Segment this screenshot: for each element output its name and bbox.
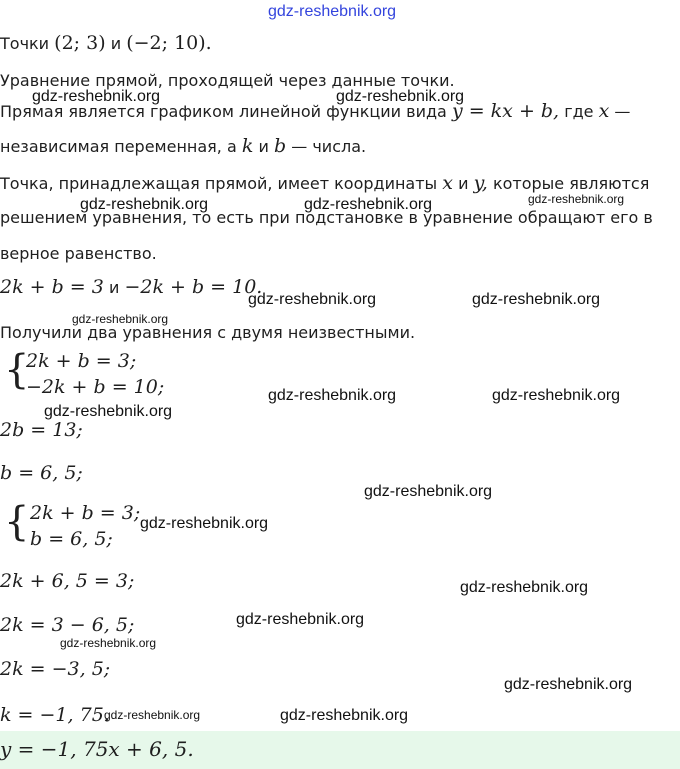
watermark: gdz-reshebnik.org	[236, 611, 365, 628]
system-2-row-1: 2k + b = 3;	[30, 502, 141, 524]
indep-a: независимая переменная, а	[0, 137, 237, 156]
watermark: gdz-reshebnik.org	[72, 312, 169, 326]
graph-formula: y = kx + b,	[451, 100, 560, 122]
solution-line: решением уравнения, то есть при подстановке в уравнение обращают его в	[0, 208, 653, 227]
point-on-line-and: и	[458, 174, 469, 193]
watermark: gdz-reshebnik.org	[364, 483, 493, 500]
point-on-line-y: y,	[473, 172, 488, 194]
watermark: gdz-reshebnik.org	[80, 196, 209, 213]
system-1-brace: {	[4, 347, 30, 393]
watermark: gdz-reshebnik.org	[60, 636, 157, 650]
system-2-row-2: b = 6, 5;	[30, 528, 113, 550]
graph-dash: —	[614, 102, 631, 121]
watermark: gdz-reshebnik.org	[472, 291, 601, 308]
point-2: (−2; 10).	[126, 32, 212, 54]
step-b: b = 6, 5;	[0, 462, 83, 484]
watermark: gdz-reshebnik.org	[248, 291, 377, 308]
point-on-line-a: Точка, принадлежащая прямой, имеет координаты	[0, 174, 438, 193]
header-watermark: gdz-reshebnik.org	[268, 3, 397, 20]
equations-line	[0, 276, 262, 299]
point-on-line-b: которые являются	[492, 174, 650, 193]
watermark: gdz-reshebnik.org	[504, 676, 633, 693]
points-prefix: Точки	[0, 34, 50, 53]
watermark: gdz-reshebnik.org	[140, 515, 269, 532]
watermark: gdz-reshebnik.org	[280, 707, 409, 724]
two-equations-line: Получили два уравнения с двумя неизвестными.	[0, 323, 416, 342]
step-2k: 2k = −3, 5;	[0, 658, 111, 680]
watermark: gdz-reshebnik.org	[492, 387, 621, 404]
watermark: gdz-reshebnik.org	[304, 196, 433, 213]
points-and: и	[110, 34, 122, 53]
watermark: gdz-reshebnik.org	[268, 387, 397, 404]
step-k: k = −1, 75.	[0, 704, 110, 726]
indep-k: k	[241, 135, 254, 157]
indep-b: b	[273, 135, 287, 157]
system-1-row-2: −2k + b = 10;	[26, 376, 165, 398]
equations-and: и	[108, 278, 120, 297]
point-on-line-x: x	[442, 172, 453, 194]
step-substitute: 2k + 6, 5 = 3;	[0, 570, 135, 592]
graph-text-a: Прямая является графиком линейной функции вида	[0, 102, 447, 121]
answer-box	[0, 731, 680, 769]
equation-a: 2k + b = 3	[0, 276, 104, 298]
system-1	[4, 346, 204, 402]
answer-text: y = −1, 75x + 6, 5.	[0, 737, 194, 761]
equation-b: −2k + b = 10.	[124, 276, 263, 298]
watermark: gdz-reshebnik.org	[32, 88, 161, 105]
watermark: gdz-reshebnik.org	[336, 88, 465, 105]
graph-x: x	[598, 100, 610, 122]
indep-c: — числа.	[291, 137, 367, 156]
graph-text-b: где	[564, 102, 594, 121]
system-2-brace: {	[4, 499, 30, 545]
independent-line	[0, 135, 366, 158]
point-1: (2; 3)	[54, 32, 106, 54]
watermark: gdz-reshebnik.org	[44, 403, 173, 420]
step-move: 2k = 3 − 6, 5;	[0, 614, 135, 636]
points-line	[0, 32, 212, 55]
indep-and: и	[258, 137, 269, 156]
true-equality-line: верное равенство.	[0, 244, 157, 263]
watermark: gdz-reshebnik.org	[528, 192, 625, 206]
watermark: gdz-reshebnik.org	[460, 579, 589, 596]
system-1-row-1: 2k + b = 3;	[26, 350, 137, 372]
watermark: gdz-reshebnik.org	[104, 708, 201, 722]
line-equation-intro: Уравнение прямой, проходящей через данные точки.	[0, 71, 455, 90]
step-2b: 2b = 13;	[0, 419, 83, 441]
